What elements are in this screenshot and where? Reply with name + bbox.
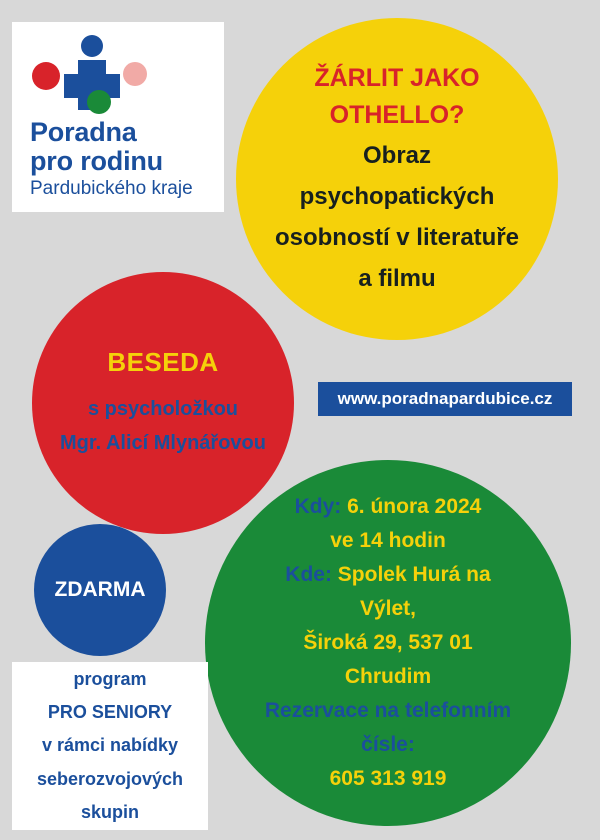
details-line (285, 558, 490, 592)
details-text: Chrudim (344, 665, 432, 688)
title-headline-line-2: OTHELLO? (329, 100, 465, 129)
details-label: Kde: (285, 562, 332, 586)
details-label: Kdy: (294, 494, 342, 518)
details-text: ve 14 hodin (330, 528, 446, 552)
program-card (12, 662, 208, 830)
title-body-line-1: Obraz (362, 141, 431, 169)
free-admission-label: ZDARMA (54, 578, 146, 601)
details-text: 6. února 2024 (341, 494, 482, 518)
logo-wordmark (30, 118, 215, 201)
program-line: v rámci nabídky (41, 735, 179, 756)
beseda-speaker-name: Mgr. Alicí Mlynářovou (60, 431, 266, 454)
details-text: Široká 29, 537 01 (303, 630, 473, 654)
details-phone (330, 762, 447, 796)
details-text: čísle: (361, 733, 415, 757)
details-line (330, 524, 446, 558)
beseda-circle (32, 272, 294, 534)
title-body-line-2: psychopatických (299, 183, 495, 211)
details-text: Rezervace na telefonním (264, 699, 512, 723)
details-line (360, 592, 416, 626)
details-text: Spolek Hurá na (331, 562, 491, 586)
website-url-box[interactable] (318, 382, 572, 416)
details-line (345, 660, 431, 694)
title-body-line-3: osobností v literatuře (274, 224, 520, 252)
details-text: Výlet, (359, 596, 417, 620)
logo-card (12, 22, 224, 212)
details-line (265, 694, 511, 728)
details-line (295, 490, 482, 524)
free-admission-circle (34, 524, 166, 656)
details-line (361, 728, 415, 762)
beseda-speaker-role: s psycholožkou (87, 397, 239, 420)
logo-line-2: pro rodinu (30, 146, 163, 177)
program-line: skupin (80, 801, 139, 822)
program-line: seberozvojových (36, 768, 184, 789)
program-line: program (73, 668, 147, 689)
website-url-text[interactable]: www.poradnapardubice.cz (337, 389, 553, 408)
logo-line-1: Poradna (30, 117, 137, 147)
details-circle (205, 460, 571, 826)
title-circle (236, 18, 558, 340)
title-headline-line-1: ŽÁRLIT JAKO (314, 64, 480, 93)
details-phone-text: 605 313 919 (329, 767, 447, 791)
title-body-line-4: a filmu (358, 265, 436, 293)
logo-line-3: Pardubického kraje (30, 178, 193, 200)
details-line (303, 626, 472, 660)
program-line: PRO SENIORY (47, 702, 173, 723)
beseda-heading: BESEDA (107, 346, 219, 377)
poradna-family-logo-mark (30, 34, 160, 114)
